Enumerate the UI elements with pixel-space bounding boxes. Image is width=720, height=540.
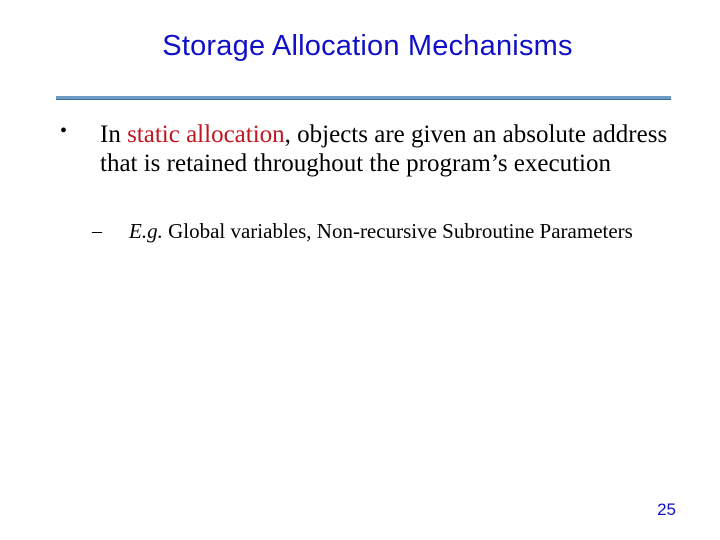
bullet-term: static allocation [127, 121, 285, 148]
bullet-suffix: , objects are given an absolute address that is retained throughout the program’s execution [100, 121, 668, 177]
title-divider [56, 96, 671, 100]
bullet-marker: • [60, 120, 68, 142]
sub-bullet-body: Global variables, Non-recursive Subroutine Parameters [162, 219, 633, 243]
bullet-prefix: In [100, 121, 128, 148]
slide-title: Storage Allocation Mechanisms [162, 30, 573, 62]
page-number: 25 [657, 500, 676, 519]
sub-bullet-text [129, 219, 689, 244]
bullet-text [100, 120, 700, 178]
sub-bullet-marker: – [92, 220, 102, 242]
sub-bullet-lead: E.g. [129, 219, 163, 243]
